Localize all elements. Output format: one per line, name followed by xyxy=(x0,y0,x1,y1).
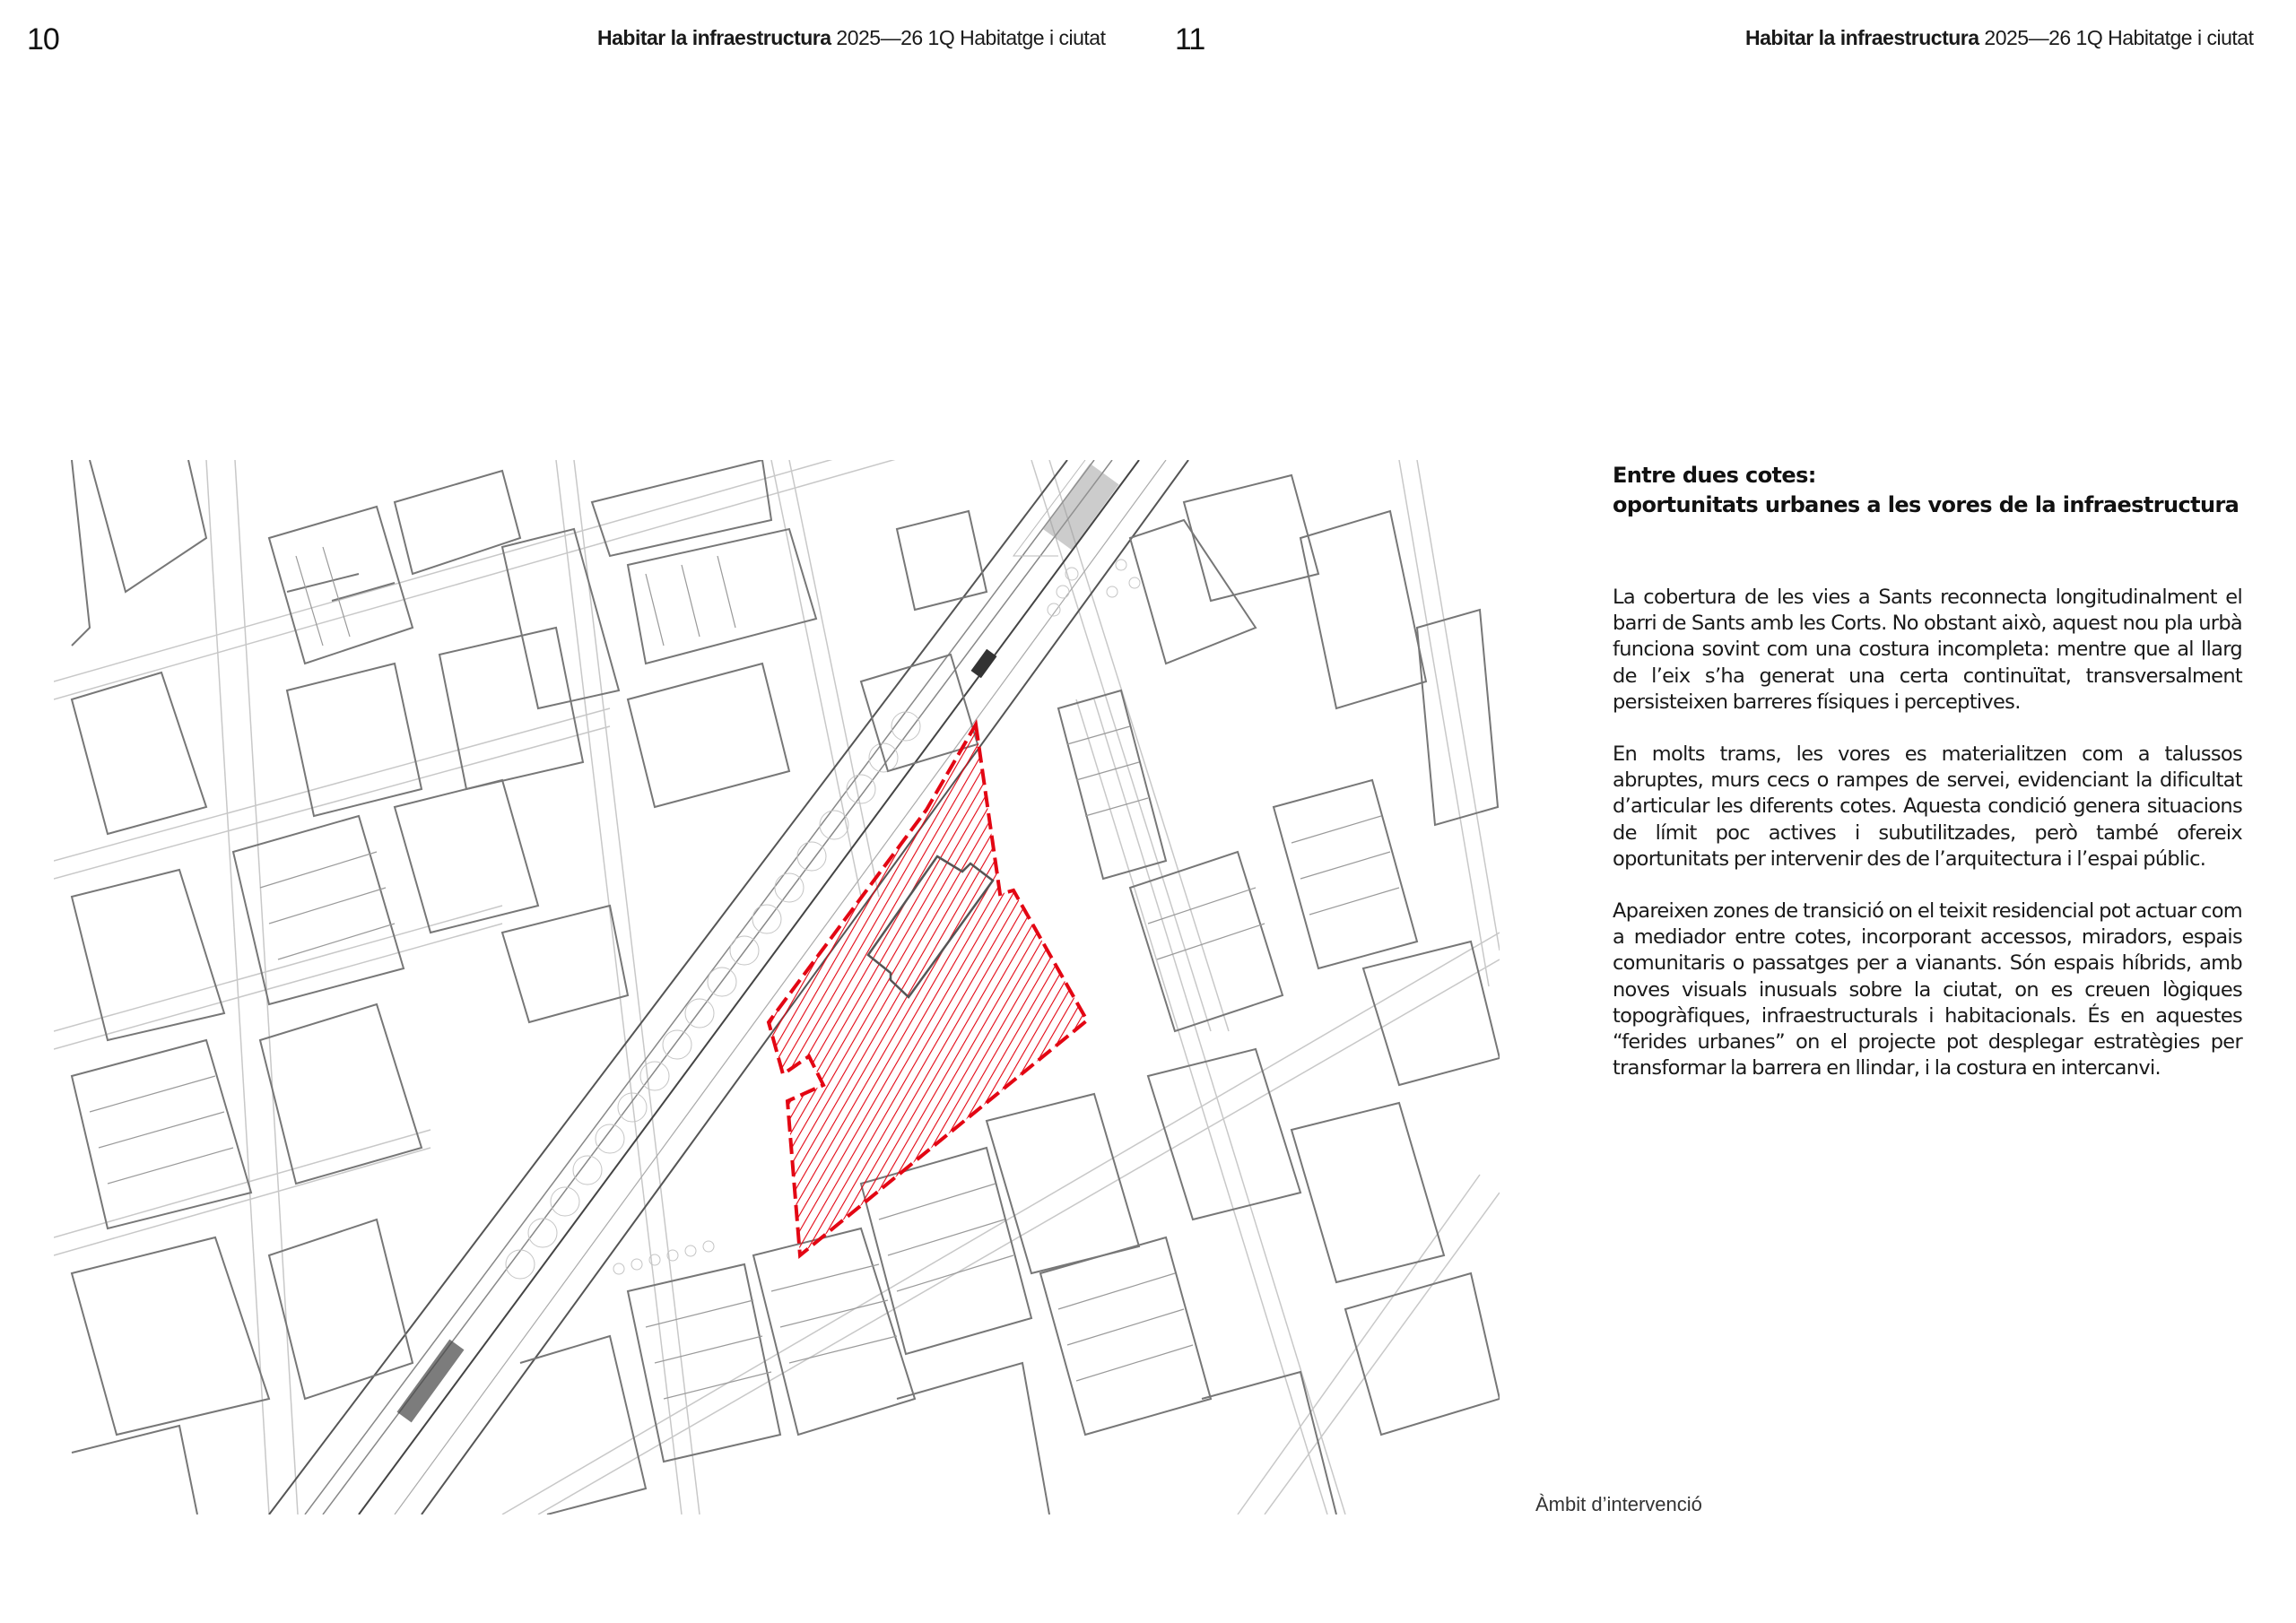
running-head-subtitle: 2025—26 1Q Habitatge i ciutat xyxy=(836,26,1106,49)
article-heading-line2: oportunitats urbanes a les vores de la infraestructura xyxy=(1613,492,2239,517)
article-heading-line1: Entre dues cotes: xyxy=(1613,463,1816,488)
page-number-left: 10 xyxy=(27,22,59,56)
running-head-right xyxy=(1745,23,2253,52)
running-head-left xyxy=(597,23,1105,52)
page-number-right: 11 xyxy=(1175,22,1205,56)
running-head-title: Habitar la infraestructura xyxy=(597,26,831,49)
site-plan-map xyxy=(54,460,1500,1515)
article xyxy=(1613,461,2242,1107)
map-caption: Àmbit d’intervenció xyxy=(1535,1493,1702,1515)
running-head-title: Habitar la infraestructura xyxy=(1745,26,1979,49)
article-heading xyxy=(1613,461,2242,520)
article-paragraph: Apareixen zones de transició on el teixit residencial pot actuar com a mediador entre cotes, incorporant accessos, miradors, espais comunitaris o passatges per a vianants. Són espais híbrids, amb noves visuals inusuals sobre la ciutat, on es creuen lògiques topogràfiques, infraestructurals i habitacionals. És en aquestes “ferides urbanes” on el projecte pot desplegar estratègies per transformar la barrera en llindar, i la costura en intercanvi. xyxy=(1613,899,2242,1081)
site-plan-drawing xyxy=(54,460,1500,1515)
running-head-subtitle: 2025—26 1Q Habitatge i ciutat xyxy=(1984,26,2254,49)
article-paragraph: En molts trams, les vores es materialitzen com a talussos abruptes, murs cecs o rampes de servei, evidenciant la dificultat d’articular les diferents cotes. Aquesta condició genera situacions de límit poc actives i subutilitzades, però també ofereix oportunitats per intervenir des de l’arquitectura i l’espai públic. xyxy=(1613,742,2242,871)
article-paragraph: La cobertura de les vies a Sants reconnecta longitudinalment el barri de Sants amb les Corts. No obstant això, aquest nou pla urbà funciona sovint com una costura incompleta: mentre que al llarg de l’eix s’ha generat una certa continuïtat, transversalment persisteixen barreres físiques i perceptives. xyxy=(1613,586,2242,714)
